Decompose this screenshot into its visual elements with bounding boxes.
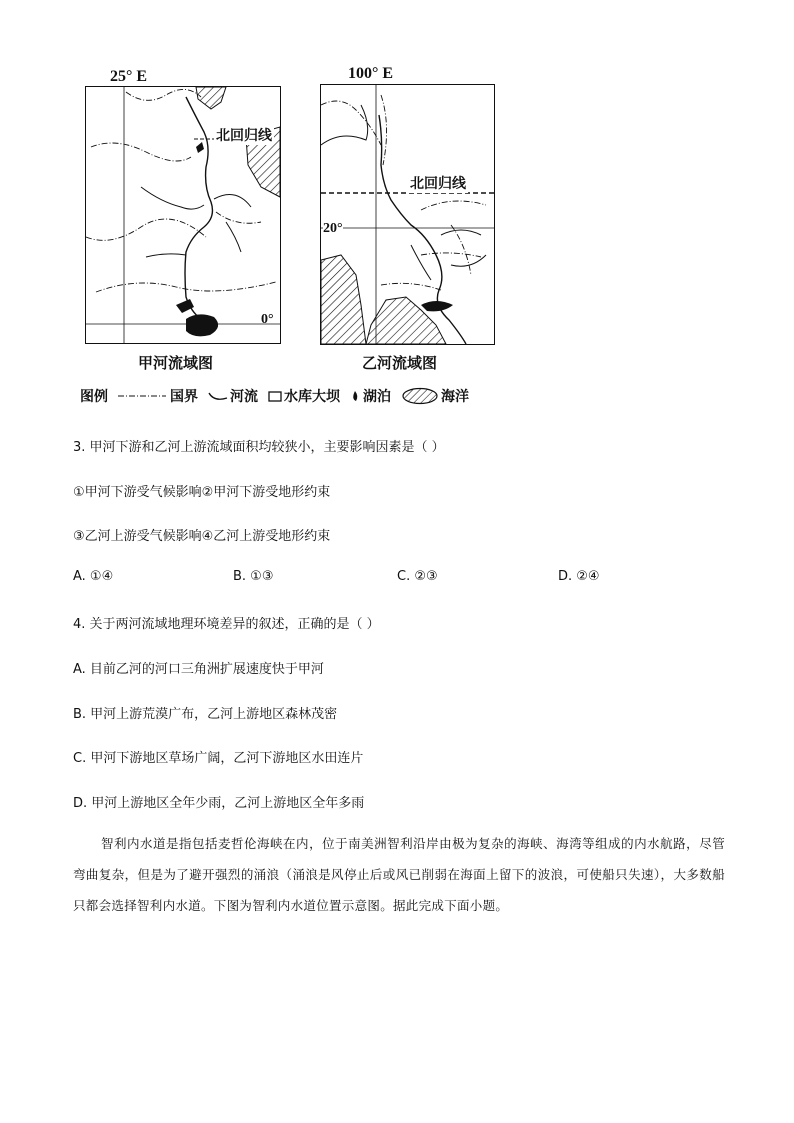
q3-option-a: A. ①④	[73, 569, 114, 584]
q3-option-b: B. ①③	[233, 569, 274, 584]
map2-tropic-label: 北回归线	[408, 173, 468, 193]
map1-borders	[86, 89, 276, 292]
q3-stem: 3. 甲河下游和乙河上游流域面积均较狭小，主要影响因素是（ ）	[73, 440, 445, 455]
map1-lake-victoria	[186, 314, 218, 336]
map1-lake-west	[176, 299, 194, 313]
legend-dam	[268, 386, 340, 406]
map1-figure	[85, 86, 281, 344]
legend-lake	[350, 386, 391, 406]
map1-tropic-label: 北回归线	[214, 125, 274, 145]
q4-stem: 4. 关于两河流域地理环境差异的叙述，正确的是（ ）	[73, 617, 380, 632]
map2-lake	[421, 301, 453, 311]
legend-ocean-label: 海洋	[441, 389, 469, 405]
legend-lake-label: 湖泊	[363, 389, 391, 405]
legend-border-icon	[118, 391, 166, 401]
legend-river	[208, 386, 258, 406]
legend-border-label: 国界	[170, 389, 198, 405]
map-legend	[80, 386, 479, 406]
passage-text: 智利内水道是指包括麦哲伦海峡在内，位于南美洲智利沿岸由极为复杂的海峡、海湾等组成的内水航路，尽管弯曲复杂，但是为了避开强烈的涌浪（涌浪是风停止后或风已削弱在海面上留下的波浪，可使船只失速），大多数船只都会选择智利内水道。下图为智利内水道位置示意图。据此完成下面小题。	[73, 836, 725, 913]
q3-option-d: D. ②④	[558, 569, 600, 584]
map2-ocean-west	[321, 255, 366, 344]
map1-tributaries	[141, 187, 251, 257]
map2-figure	[320, 84, 495, 345]
legend-title: 图例	[80, 389, 108, 405]
map1-longitude-label: 25° E	[110, 68, 148, 85]
q4-option-d: D. 甲河上游地区全年少雨，乙河上游地区全年多雨	[73, 796, 365, 811]
map2-longitude-label: 100° E	[348, 65, 394, 82]
q4-option-c: C. 甲河下游地区草场广阔，乙河下游地区水田连片	[73, 751, 364, 766]
q4-option-b: B. 甲河上游荒漠广布，乙河上游地区森林茂密	[73, 707, 338, 722]
map1-equator-label: 0°	[261, 312, 274, 327]
legend-border	[118, 386, 198, 406]
legend-river-icon	[208, 390, 228, 402]
q3-line1: ①甲河下游受气候影响②甲河下游受地形约束	[73, 485, 331, 500]
q3-option-c: C. ②③	[397, 569, 438, 584]
map1-caption: 甲河流域图	[138, 354, 214, 372]
q3-line2: ③乙河上游受气候影响④乙河上游受地形约束	[73, 529, 331, 544]
legend-dam-label: 水库大坝	[284, 389, 340, 405]
map2-latitude-label: 20°	[323, 221, 343, 236]
legend-ocean-icon	[401, 387, 439, 405]
map2-caption: 乙河流域图	[362, 354, 438, 372]
map1-ocean-north	[196, 87, 226, 109]
legend-river-label: 河流	[230, 389, 258, 405]
map2-river-west	[321, 105, 368, 145]
legend-dam-icon	[268, 390, 282, 402]
legend-ocean	[401, 386, 469, 406]
q4-option-a: A. 目前乙河的河口三角洲扩展速度快于甲河	[73, 662, 324, 677]
legend-lake-icon	[350, 390, 360, 402]
map1-lake-north	[196, 142, 204, 153]
